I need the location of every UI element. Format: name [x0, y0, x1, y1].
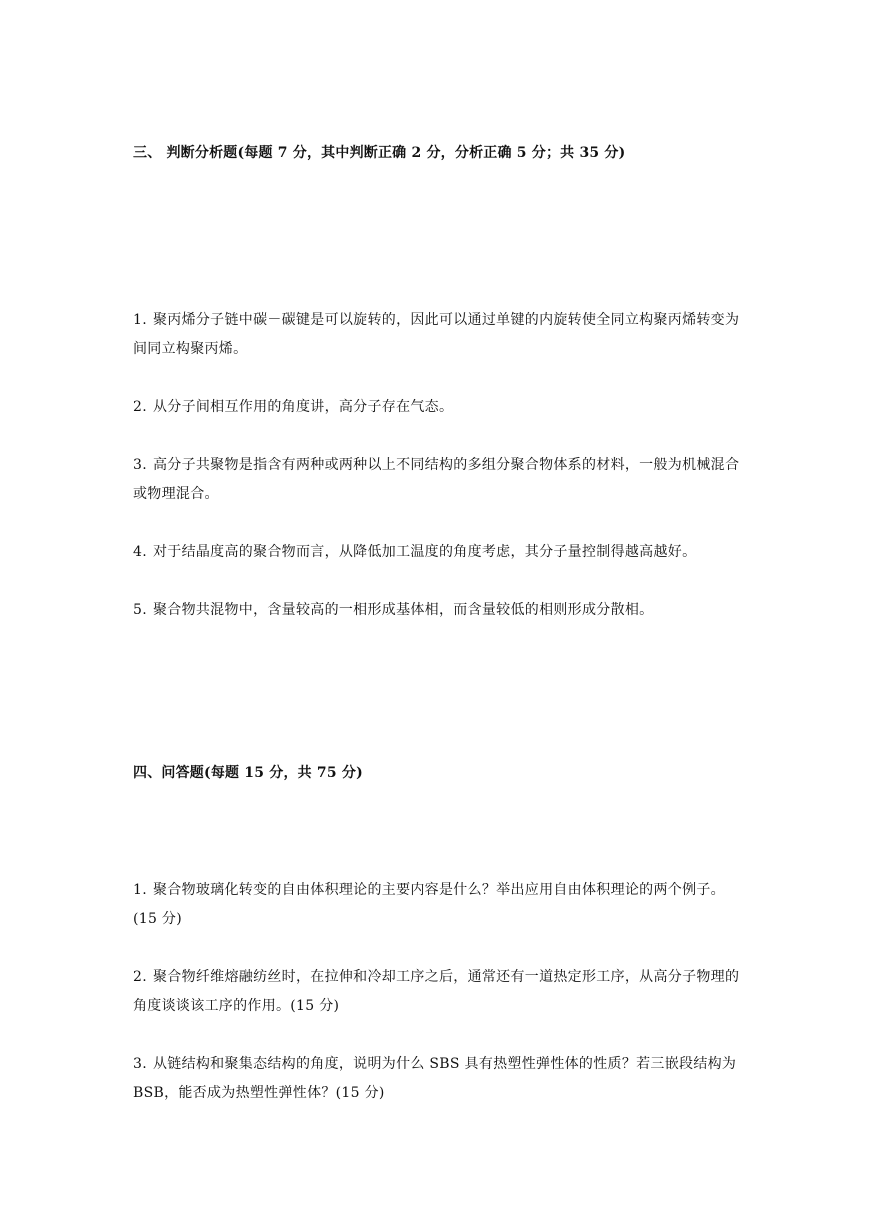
question-text: 聚合物玻璃化转变的自由体积理论的主要内容是什么？举出应用自由体积理论的两个例子。(15 分) [133, 882, 725, 927]
question-number: 1. [133, 882, 147, 898]
question-text: 聚合物共混物中，含量较高的一相形成基体相，而含量较低的相则形成分散相。 [152, 602, 654, 618]
section-4-question-2 [133, 963, 743, 1021]
question-text: 从分子间相互作用的角度讲，高分子存在气态。 [152, 399, 454, 415]
section-3-question-4 [133, 538, 743, 567]
section-3-question-5 [133, 596, 743, 625]
question-text: 从链结构和聚集态结构的角度，说明为什么 SBS 具有热塑性弹性体的性质？若三嵌段结构为 BSB，能否成为热塑性弹性体？(15 分) [133, 1056, 737, 1101]
question-text: 聚丙烯分子链中碳－碳键是可以旋转的，因此可以通过单键的内旋转使全同立构聚丙烯转变为间同立构聚丙烯。 [133, 312, 740, 357]
question-number: 1. [133, 312, 147, 328]
question-number: 2. [133, 399, 147, 415]
question-text: 聚合物纤维熔融纺丝时，在拉伸和冷却工序之后，通常还有一道热定形工序，从高分子物理的角度谈谈该工序的作用。(15 分) [133, 969, 740, 1014]
section-4-question-3 [133, 1050, 743, 1108]
section-3-question-3 [133, 451, 743, 509]
section-3-question-1 [133, 306, 743, 364]
section-3-heading: 三、 判断分析题(每题 7 分，其中判断正确 2 分，分析正确 5 分；共 35 分) [133, 145, 626, 161]
question-number: 5. [133, 602, 147, 618]
section-4-question-1 [133, 876, 743, 934]
section-4-heading: 四、问答题(每题 15 分，共 75 分) [133, 765, 363, 781]
question-number: 3. [133, 457, 147, 473]
question-number: 3. [133, 1056, 147, 1072]
section-3-question-2 [133, 393, 743, 422]
question-number: 2. [133, 969, 147, 985]
question-text: 对于结晶度高的聚合物而言，从降低加工温度的角度考虑，其分子量控制得越高越好。 [152, 544, 697, 560]
question-text: 高分子共聚物是指含有两种或两种以上不同结构的多组分聚合物体系的材料，一般为机械混合或物理混合。 [133, 457, 740, 502]
question-number: 4. [133, 544, 147, 560]
